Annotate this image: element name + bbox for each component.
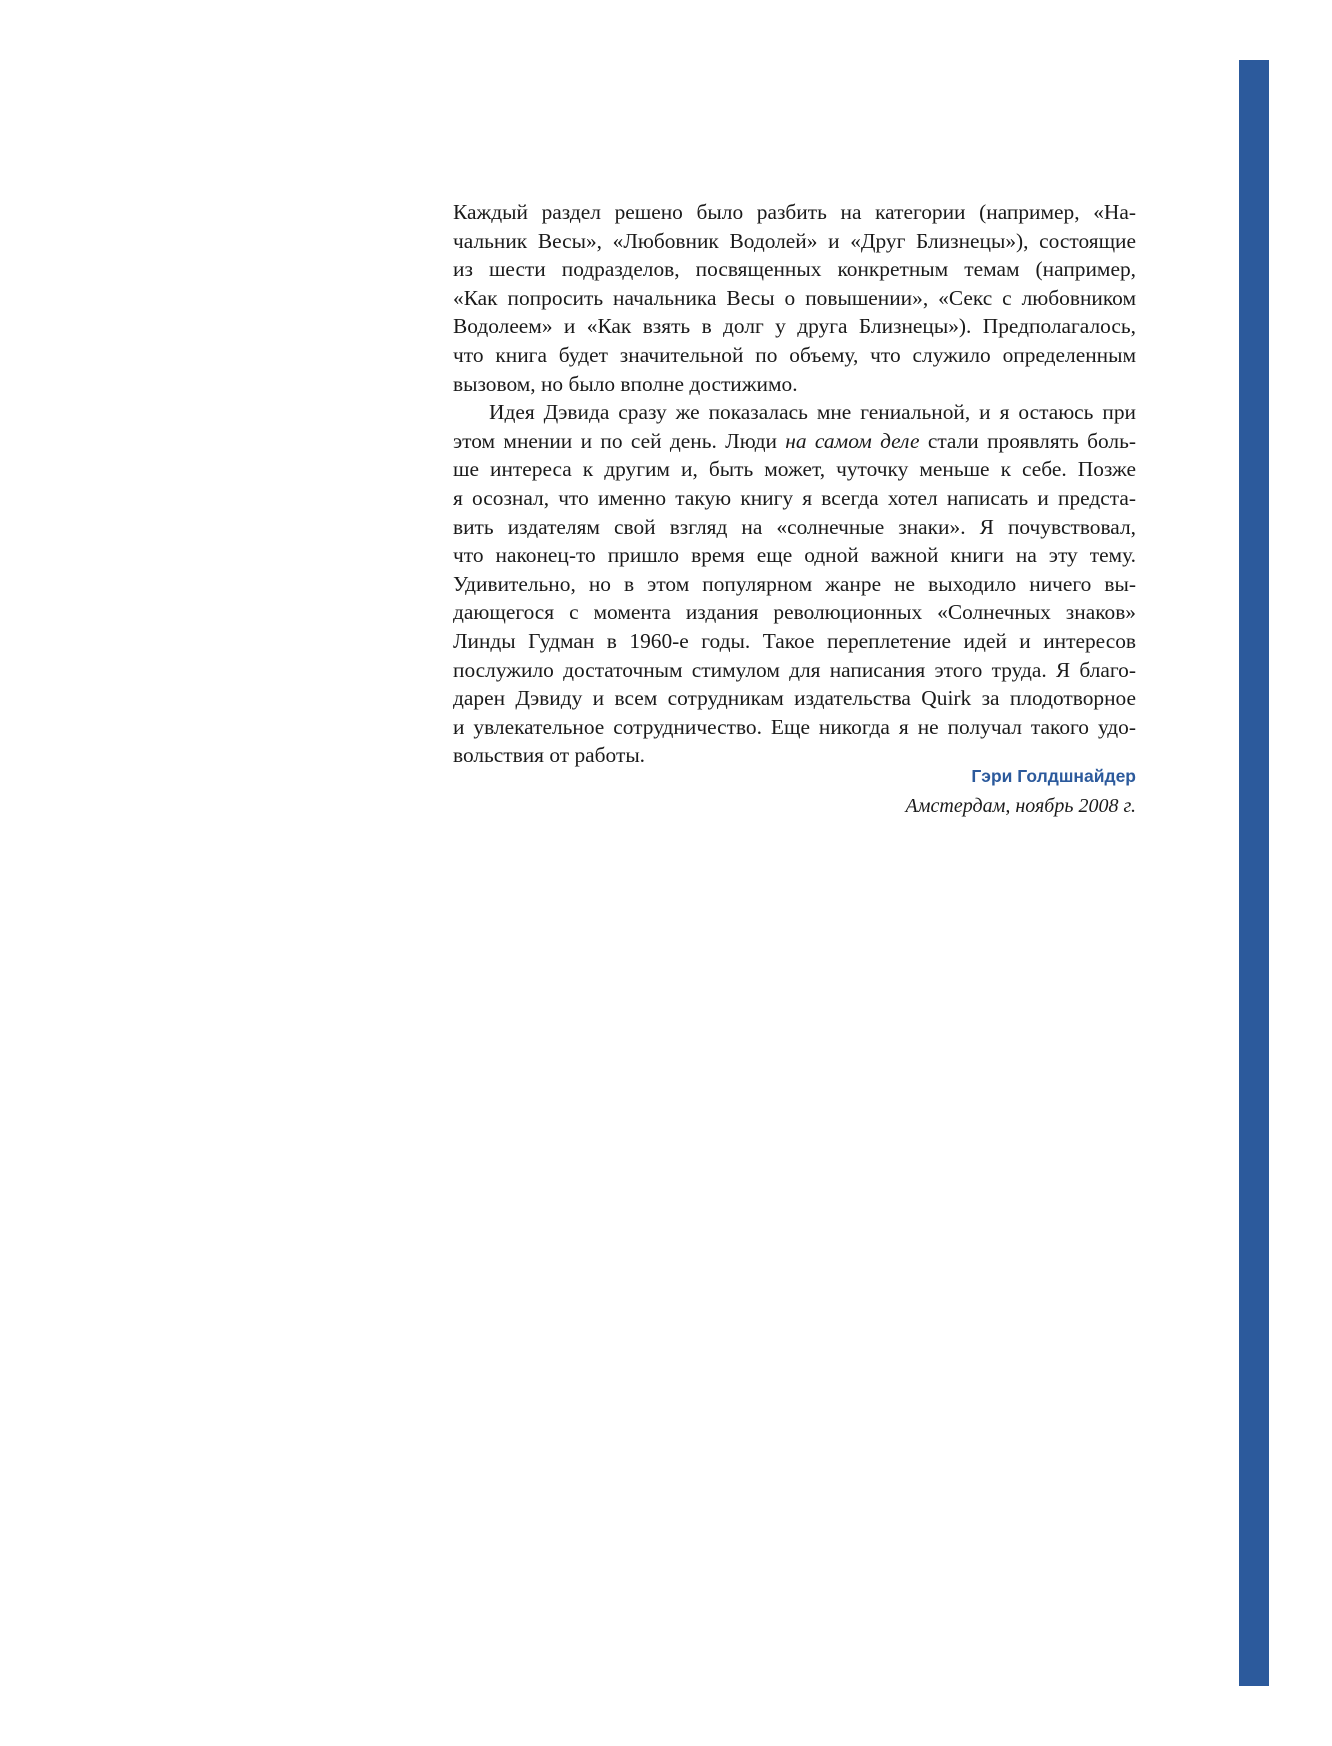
page-edge-color-band bbox=[1239, 60, 1269, 1686]
paragraph-1 bbox=[453, 198, 1136, 398]
text-line: что книга будет значительной по объему, что служило определенным bbox=[453, 342, 1136, 367]
text-run: стали проявлять боль- bbox=[919, 428, 1136, 453]
author-name: Гэри Голдшнайдер bbox=[971, 766, 1136, 786]
text-line: Идея Дэвида сразу же показалась мне гениальной, и я остаюсь при bbox=[489, 400, 1136, 425]
text-line: Линды Гудман в 1960-е годы. Такое переплетение идей и интересов bbox=[453, 628, 1136, 653]
paragraph-2 bbox=[453, 398, 1136, 770]
text-line: Каждый раздел решено было разбить на категории (например, «На- bbox=[453, 200, 1136, 224]
text-line: вольствия от работы. bbox=[453, 743, 646, 768]
text-line: я осознал, что именно такую книгу я всегда хотел написать и предста- bbox=[453, 485, 1136, 510]
text-line: ше интереса к другим и, быть может, чуточку меньше к себе. Позже bbox=[453, 457, 1136, 482]
text-run: этом мнении и по сей день. Люди bbox=[453, 428, 786, 453]
text-line: Водолеем» и «Как взять в долг у друга Близнецы»). Предполагалось, bbox=[453, 314, 1136, 339]
place-and-date: Амстердам, ноябрь 2008 г. bbox=[905, 795, 1136, 817]
text-line: «Как попросить начальника Весы о повышении», «Секс с любовником bbox=[453, 285, 1136, 310]
text-line: вызовом, но было вполне достижимо. bbox=[453, 371, 798, 396]
text-line: вить издателям свой взгляд на «солнечные знаки». Я почувствовал, bbox=[453, 514, 1136, 539]
text-line-with-emphasis bbox=[453, 427, 1136, 456]
text-line: и увлекательное сотрудничество. Еще никогда я не получал такого удо- bbox=[453, 714, 1136, 739]
text-line: что наконец-то пришло время еще одной важной книги на эту тему. bbox=[453, 543, 1136, 568]
text-line: послужило достаточным стимулом для написания этого труда. Я благо- bbox=[453, 657, 1136, 682]
text-line: дарен Дэвиду и всем сотрудникам издательства Quirk за плодотворное bbox=[453, 686, 1136, 711]
emphasis-text: на самом деле bbox=[785, 428, 920, 453]
main-text bbox=[453, 198, 1136, 770]
text-line: дающегося с момента издания революционных «Солнечных знаков» bbox=[453, 600, 1136, 625]
text-line: чальник Весы», «Любовник Водолей» и «Друг Близнецы»), состоящие bbox=[453, 228, 1136, 253]
text-line: из шести подразделов, посвященных конкретным темам (например, bbox=[453, 257, 1136, 282]
text-line: Удивительно, но в этом популярном жанре не выходило ничего вы- bbox=[453, 571, 1136, 596]
